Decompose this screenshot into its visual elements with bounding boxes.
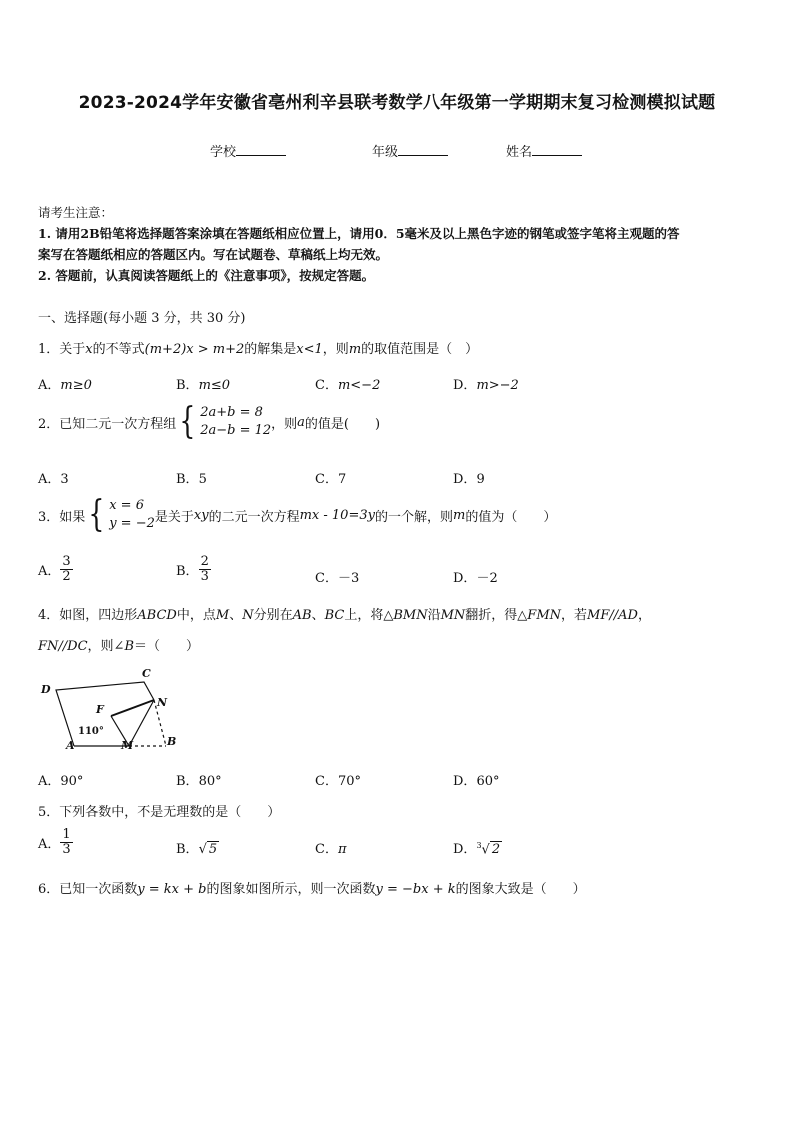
question-4-line-2: FN//DC，则∠B＝（ ） [38,639,200,654]
q1-option-a[interactable]: A．m≥0 [38,378,92,393]
grade-field [372,141,448,160]
q1-text-1: 关于 [59,342,86,357]
q2-option-b[interactable]: B．5 [176,472,207,487]
school-field [210,141,286,160]
label-n: N [157,696,168,709]
q1-text-2: 的不等式 [92,342,145,357]
label-a: A [66,739,75,752]
q2-eq-2: 2a−b = 12 [200,423,272,438]
grade-blank [398,143,448,156]
notice-item-2: 2. 答题前，认真阅读答题纸上的《注意事项》，按规定答题。 [38,268,375,283]
q5-option-c[interactable]: C．π [315,842,347,857]
q2-option-a[interactable]: A．3 [38,472,69,487]
label-m: M [121,739,134,752]
q1-solution: x<1 [296,342,323,357]
label-b: B [167,735,177,748]
q3-option-a[interactable]: A． $\frac{3}{2}$ [38,554,71,585]
q5-option-d[interactable]: D．$^3$√ 2 [453,840,501,857]
name-label: 姓名 [506,145,533,160]
q3-option-b[interactable]: B． $\frac{2}{3}$ [176,554,209,585]
q3-option-d[interactable]: D．－2 [453,571,498,586]
q6-function-1: y = kx + b [137,882,207,897]
question-2 [38,401,381,442]
q1-option-d[interactable]: D．m>−2 [453,378,519,393]
q2-var-a: a [297,414,305,430]
label-c: C [142,667,151,680]
q4-option-b[interactable]: B．80° [176,774,222,789]
q5-option-b[interactable]: B．√ 5 [176,842,218,857]
section-heading: 一、选择题(每小题 3 分，共 30 分) [38,311,246,326]
q3-var-xy: xy [193,507,209,523]
q3-text-3: 的二元一次方程 [208,509,300,525]
q3-text-1: 如果 [59,509,86,525]
q2-option-d[interactable]: D．9 [453,472,485,487]
q1-option-c[interactable]: C．m<−2 [315,378,381,393]
q1-text-3: 的解集是 [244,342,297,357]
grade-label: 年级 [372,145,399,160]
name-blank [532,143,582,156]
brace-icon: { [88,494,105,535]
q3-eq-2: y = −2 [109,516,155,531]
cube-root-icon: $^3$√ 2 [476,840,501,857]
q3-eq-1: x = 6 [109,498,144,514]
q4-option-a[interactable]: A．90° [38,774,84,789]
q1-var-x: x [85,342,93,357]
q1-var-m: m [348,342,362,357]
q5-option-a[interactable]: A． $\frac{1}{3}$ [38,827,71,858]
q5-text: 下列各数中，不是无理数的是（ ） [59,805,281,820]
q3-equation-system [85,494,155,535]
quad-side-ad-dc-cn [56,682,154,746]
question-4-line-1: 4．如图，四边形ABCD中，点M、N分别在AB、BC上，将△BMN沿MN翻折，得△FMN，若MF//AD， [38,608,651,623]
q2-text-2: ，则 [271,416,298,432]
q3-text-4: 的一个解，则 [374,509,453,525]
q4-figure [36,662,186,754]
q3-option-c[interactable]: C．－3 [315,571,360,586]
q2-eq-1: 2a+b = 8 [200,405,263,421]
name-field [506,141,582,160]
label-angle: 110° [78,726,104,737]
notice-heading: 请考生注意： [38,205,114,220]
page-title: 2023-2024学年安徽省亳州利辛县联考数学八年级第一学期期末复习检测模拟试题 [78,93,716,113]
notice-item-1-line-2: 案写在答题纸相应的答题区内。写在试题卷、草稿纸上均无效。 [38,247,389,262]
question-6: 6．已知一次函数y = kx + b的图象如图所示，则一次函数y = −bx + k的图象大致是（ ） [38,882,586,897]
q4-option-d[interactable]: D．60° [453,774,500,789]
school-blank [236,143,286,156]
brace-icon: { [179,401,196,442]
q1-text-5: 的取值范围是（ ） [361,342,479,357]
q3-number: 3． [38,509,60,525]
q2-option-c[interactable]: C．7 [315,472,347,487]
q6-number: 6． [38,882,60,897]
question-5 [38,801,280,820]
q3-text-2: 是关于 [154,509,194,525]
q4-number: 4． [38,608,60,623]
q1-number: 1． [38,342,60,357]
q1-text-4: ，则 [322,342,349,357]
sqrt-icon: √ 5 [198,842,218,857]
q3-text-5: 的值为（ ） [465,509,557,525]
q2-text-3: 的值是( ) [304,416,381,432]
q1-inequality: (m+2)x > m+2 [144,342,245,357]
label-f: F [96,703,104,716]
q5-number: 5． [38,805,60,820]
label-d: D [41,683,51,696]
q2-number: 2． [38,416,60,432]
q2-text-1: 已知二元一次方程组 [59,416,177,432]
notice-item-1-line-1: 1. 请用2B铅笔将选择题答案涂填在答题纸相应位置上，请用0．5毫米及以上黑色字迹的钢笔或签字笔将主观题的答 [38,226,680,241]
q3-equation: mx - 10=3y [299,507,375,523]
question-1 [38,338,478,357]
q1-option-b[interactable]: B．m≤0 [176,378,231,393]
school-label: 学校 [210,145,237,160]
segment-fn [111,700,154,716]
q2-equation-system [176,401,272,442]
q6-function-2: y = −bx + k [375,882,456,897]
q4-option-c[interactable]: C．70° [315,774,361,789]
q3-var-m: m [452,507,466,523]
question-3 [38,494,557,535]
